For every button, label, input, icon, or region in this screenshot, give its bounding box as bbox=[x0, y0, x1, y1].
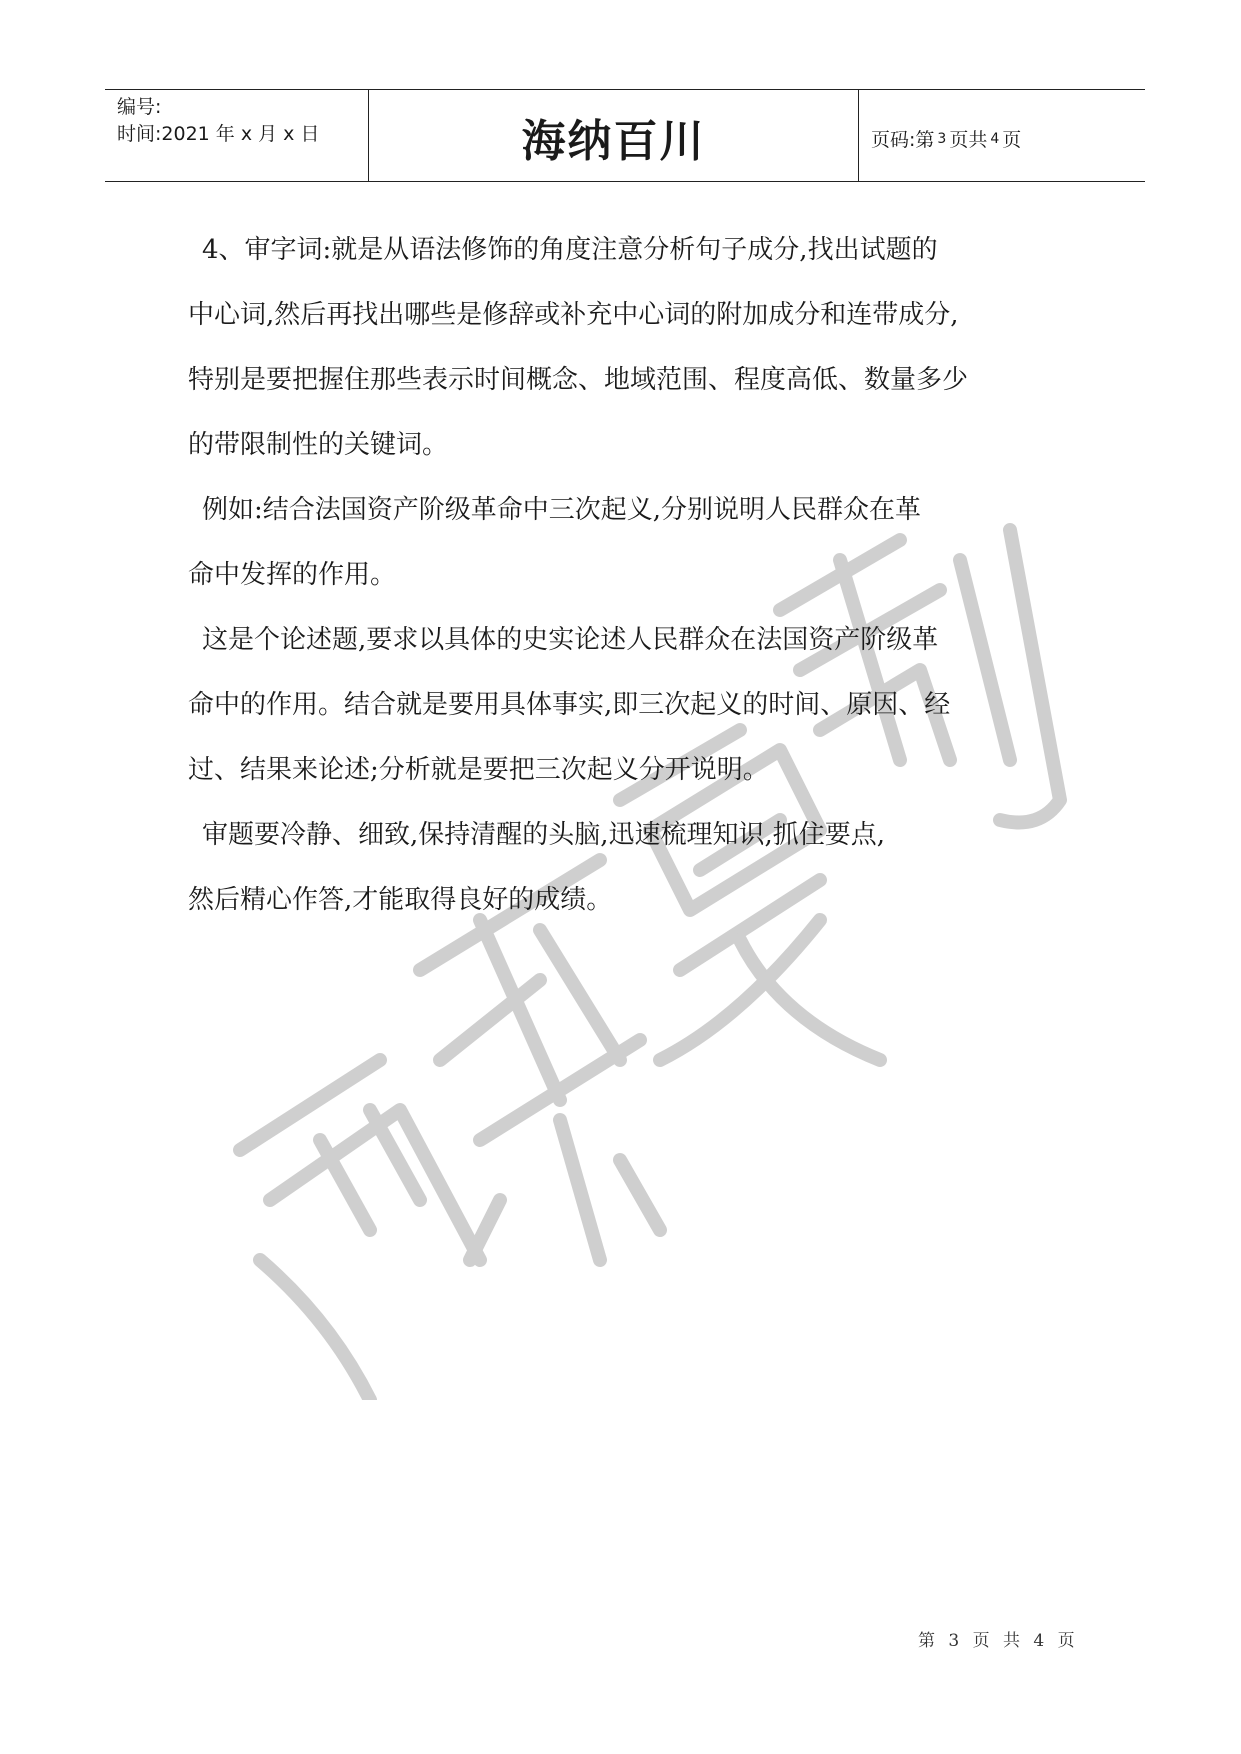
number-label: 编号: bbox=[117, 96, 162, 118]
page-end: 页 bbox=[1002, 129, 1022, 151]
paragraph-line: 然后精心作答,才能取得良好的成绩。 bbox=[188, 885, 613, 915]
paragraph-line: 中心词,然后再找出哪些是修辞或补充中心词的附加成分和连带成分, bbox=[188, 300, 959, 330]
page-total: 4 bbox=[990, 130, 1000, 147]
document-body bbox=[188, 218, 1108, 933]
header-title: 海纳百川 bbox=[369, 90, 859, 181]
paragraph-line: 特别是要把握住那些表示时间概念、地域范围、程度高低、数量多少 bbox=[188, 365, 969, 395]
page-current: 3 bbox=[937, 130, 947, 147]
time-label: 时间:2021 年 x 月 x 日 bbox=[117, 123, 320, 145]
paragraph-line: 命中发挥的作用。 bbox=[188, 560, 397, 590]
header-page-cell bbox=[859, 90, 1145, 181]
paragraph-line: 审题要冷静、细致,保持清醒的头脑,迅速梳理知识,抓住要点, bbox=[202, 820, 886, 850]
page-mid: 页共 bbox=[949, 129, 988, 151]
header-meta-cell bbox=[105, 90, 369, 181]
paragraph-line: 例如:结合法国资产阶级革命中三次起义,分别说明人民群众在革 bbox=[202, 495, 922, 525]
paragraph-line: 命中的作用。结合就是要用具体事实,即三次起义的时间、原因、经 bbox=[188, 690, 951, 720]
paragraph-line: 4、审字词:就是从语法修饰的角度注意分析句子成分,找出试题的 bbox=[202, 235, 938, 265]
paragraph-line: 的带限制性的关键词。 bbox=[188, 430, 449, 460]
paragraph-line: 这是个论述题,要求以具体的史实论述人民群众在法国资产阶级革 bbox=[202, 625, 939, 655]
page-footer: 第 3 页 共 4 页 bbox=[918, 1631, 1079, 1651]
page-label: 页码:第 bbox=[871, 129, 935, 151]
paragraph-line: 过、结果来论述;分析就是要把三次起义分开说明。 bbox=[188, 755, 769, 785]
document-header bbox=[105, 89, 1145, 182]
